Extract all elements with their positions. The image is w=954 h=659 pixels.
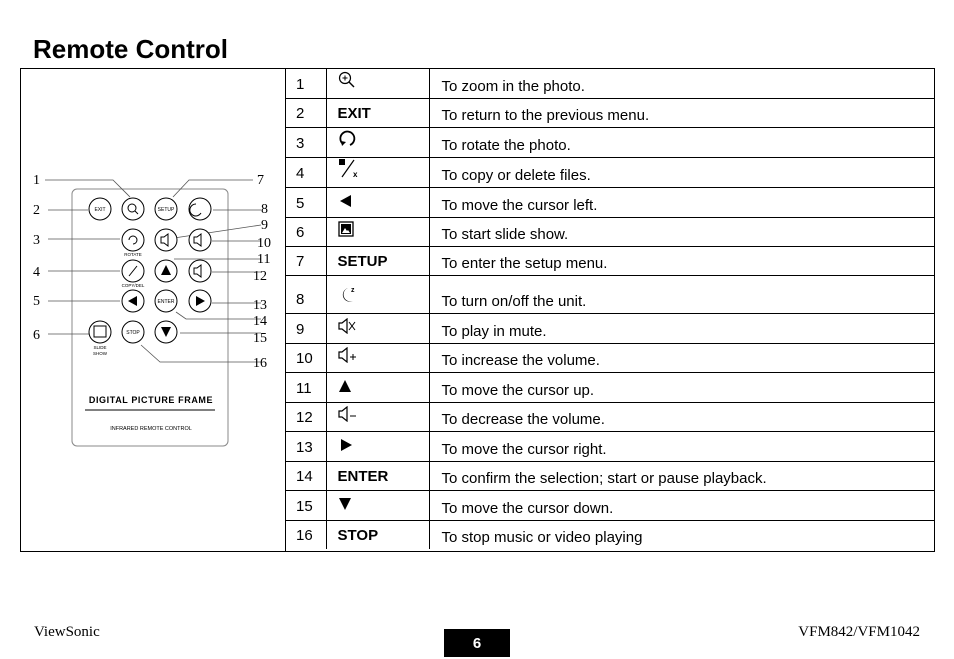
row-key-icon-cell: [326, 157, 429, 187]
row-number: 4: [285, 157, 326, 187]
table-row: [285, 98, 934, 127]
table-row: [285, 69, 934, 98]
callout-8: 8: [261, 202, 268, 217]
row-number: 11: [285, 372, 326, 402]
callout-7: 7: [257, 173, 264, 188]
row-description: To increase the volume.: [429, 343, 934, 372]
row-number: 3: [285, 127, 326, 157]
row-description: To return to the previous menu.: [429, 98, 934, 127]
callout-12: 12: [253, 269, 267, 284]
callout-13: 13: [253, 298, 267, 313]
row-description: To move the cursor right.: [429, 431, 934, 461]
row-key-label: EXIT: [326, 98, 429, 127]
row-description: To move the cursor up.: [429, 372, 934, 402]
table-row: [285, 431, 934, 461]
remote-brand-label: DIGITAL PICTURE FRAME: [88, 395, 214, 405]
callout-10: 10: [257, 236, 271, 251]
page-title: Remote Control: [33, 34, 228, 64]
row-key-icon-cell: [326, 217, 429, 246]
callout-6: 6: [33, 328, 40, 343]
row-key-icon-cell: [326, 275, 429, 313]
row-number: 14: [285, 461, 326, 490]
row-number: 15: [285, 490, 326, 520]
row-key-label: SETUP: [326, 246, 429, 275]
remote-illustration-cell: [21, 69, 286, 551]
remote-vol-up-button: [189, 229, 211, 251]
caption-rotate: ROTATE: [124, 252, 142, 257]
remote-zoom-button: [122, 198, 144, 220]
table-row: [285, 343, 934, 372]
table-row: [285, 127, 934, 157]
row-number: 1: [285, 69, 326, 98]
row-number: 12: [285, 402, 326, 431]
row-key-icon-cell: [326, 490, 429, 520]
table-row: [285, 187, 934, 217]
row-description: To decrease the volume.: [429, 402, 934, 431]
volume-down-icon: [338, 406, 358, 426]
remote-power-button: [189, 198, 211, 220]
row-key-icon-cell: [326, 343, 429, 372]
table-row: [285, 217, 934, 246]
row-description: To move the cursor left.: [429, 187, 934, 217]
remote-exit-label: EXIT: [94, 207, 106, 213]
volume-up-icon: [338, 347, 358, 367]
row-key-icon-cell: [326, 372, 429, 402]
power-sleep-icon: [338, 284, 358, 308]
table-row: [285, 275, 934, 313]
table-row: [285, 246, 934, 275]
remote-enter-label: ENTER: [157, 299, 175, 305]
row-description: To stop music or video playing: [441, 529, 643, 546]
svg-text:z: z: [350, 286, 354, 294]
row-key-icon-cell: [326, 187, 429, 217]
callout-1: 1: [33, 173, 40, 188]
row-description: To start slide show.: [429, 217, 934, 246]
table-row: [285, 520, 934, 549]
svg-text:x: x: [352, 169, 357, 178]
row-number: 2: [285, 98, 326, 127]
remote-mute-button: [155, 229, 177, 251]
row-key-label: ENTER: [326, 461, 429, 490]
table-row: [285, 402, 934, 431]
table-row: [285, 461, 934, 490]
slide-show-icon: [338, 221, 354, 241]
caption-show: SHOW: [93, 351, 107, 356]
remote-setup-label: SETUP: [157, 207, 175, 213]
callout-11: 11: [257, 252, 271, 267]
row-description: To turn on/off the unit.: [429, 275, 934, 313]
row-number: 16: [285, 520, 326, 549]
row-description: To copy or delete files.: [429, 157, 934, 187]
footer-model: VFM842/VFM1042: [798, 624, 920, 640]
row-number: 5: [285, 187, 326, 217]
callout-5: 5: [33, 294, 40, 309]
row-description: To zoom in the photo.: [429, 69, 934, 98]
row-description: To play in mute.: [429, 313, 934, 343]
arrow-right-icon: [338, 438, 354, 456]
remote-stop-label: STOP: [126, 330, 140, 336]
mute-icon: [338, 318, 356, 338]
row-key-icon-cell: [326, 127, 429, 157]
callout-14: 14: [253, 314, 267, 329]
callout-9: 9: [261, 218, 268, 233]
row-number: 6: [285, 217, 326, 246]
row-number: 8: [285, 275, 326, 313]
table-row: [285, 157, 934, 187]
remote-rotate-button: [122, 229, 144, 251]
row-description: To move the cursor down.: [429, 490, 934, 520]
caption-slide: SLIDE: [93, 345, 107, 350]
row-number: 13: [285, 431, 326, 461]
callout-15: 15: [253, 331, 267, 346]
copy-delete-icon: [338, 158, 360, 182]
callout-2: 2: [33, 203, 40, 218]
remote-sub-label: INFRARED REMOTE CONTROL: [110, 426, 192, 432]
row-description: To enter the setup menu.: [429, 246, 934, 275]
row-key-icon-cell: [326, 402, 429, 431]
callout-3: 3: [33, 233, 40, 248]
callout-16: 16: [253, 356, 267, 371]
arrow-down-icon: [338, 497, 352, 515]
remote-body: [72, 189, 228, 446]
callout-4: 4: [33, 265, 40, 280]
row-key-label: STOP: [326, 520, 429, 549]
rotate-icon: [338, 128, 358, 152]
row-description: To rotate the photo.: [429, 127, 934, 157]
arrow-left-icon: [338, 194, 354, 212]
row-key-icon-cell: [326, 313, 429, 343]
remote-slide-show-button: [89, 321, 111, 343]
row-key-icon-cell: [326, 69, 429, 98]
table-row: [285, 490, 934, 520]
row-number: 9: [285, 313, 326, 343]
row-description: To confirm the selection; start or pause playback.: [429, 461, 934, 490]
table-row: [285, 313, 934, 343]
remote-illustration: [21, 69, 285, 551]
key-function-table: [285, 69, 934, 549]
row-number: 7: [285, 246, 326, 275]
page-number: 6: [444, 629, 510, 657]
row-key-icon-cell: [326, 431, 429, 461]
remote-vol-down-button: [189, 260, 211, 282]
arrow-up-icon: [338, 379, 352, 397]
zoom-in-icon: [338, 71, 356, 93]
remote-control-table: [20, 68, 935, 552]
row-number: 10: [285, 343, 326, 372]
table-row: [285, 372, 934, 402]
footer-brand: ViewSonic: [34, 624, 100, 640]
caption-copy-del: COPY/DEL: [121, 283, 145, 288]
